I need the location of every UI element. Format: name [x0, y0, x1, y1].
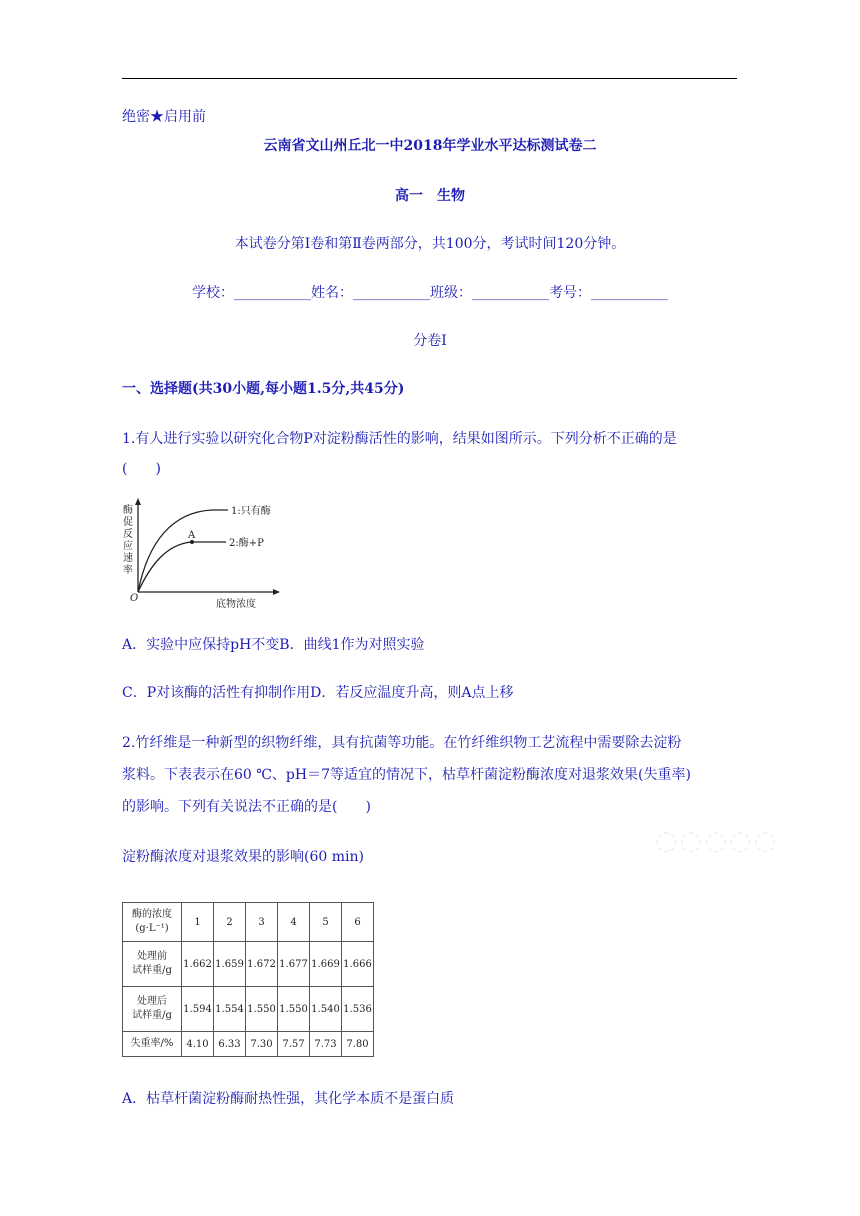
series-line-1 [138, 510, 228, 592]
table-cell: 1 [182, 903, 214, 942]
point-a-label: A [188, 530, 196, 541]
q1-stem: 1.有人进行实验以研究化合物P对淀粉酶活性的影响，结果如图所示。下列分析不正确的是 [122, 431, 677, 447]
y-label-char-5: 速 [123, 553, 133, 564]
x-axis-label: 底物浓度 [216, 599, 256, 610]
header-rule [122, 78, 737, 79]
table-cell: 1.677 [278, 942, 310, 987]
q2-stem-line-3: 的影响。下列有关说法不正确的是( ) [122, 799, 371, 815]
table-cell: 7.30 [246, 1032, 278, 1057]
watermark: ◌◌◌◌◌ [655, 826, 779, 856]
secret-label: 绝密★启用前 [122, 109, 206, 125]
y-label-char-2: 促 [123, 517, 133, 528]
table-cell: 7.73 [310, 1032, 342, 1057]
table-cell: 1.554 [214, 987, 246, 1032]
table-header-cell [123, 942, 182, 987]
table-cell: 7.80 [342, 1032, 374, 1057]
table-cell: 3 [246, 903, 278, 942]
table-row [123, 987, 374, 1032]
exam-subject: 高一 生物 [395, 188, 465, 204]
table-row [123, 1032, 374, 1057]
x-axis-arrow [273, 589, 280, 595]
table-header-cell [123, 903, 182, 942]
y-label-char-3: 反 [123, 529, 133, 540]
table-row [123, 903, 374, 942]
q2-option-a: A．枯草杆菌淀粉酶耐热性强，其化学本质不是蛋白质 [122, 1091, 455, 1107]
header-label-line-1: 酶的浓度 [132, 909, 172, 920]
row-label-line-2: 试样重/g [132, 1010, 172, 1021]
y-label-char-4: 应 [123, 541, 133, 552]
q2-stem-line-1: 2.竹纤维是一种新型的织物纤维，具有抗菌等功能。在竹纤维织物工艺流程中需要除去淀粉 [122, 735, 682, 751]
table-cell: 6 [342, 903, 374, 942]
q1-options-ab: A．实验中应保持pH不变B．曲线1作为对照实验 [122, 637, 425, 653]
q1-paren: ( ) [122, 461, 161, 477]
legend-series-2: 2:酶+P [229, 538, 264, 549]
table-row [123, 942, 374, 987]
table-cell: 4 [278, 903, 310, 942]
section-heading: 一、选择题(共30小题,每小题1.5分,共45分) [122, 381, 405, 397]
legend-series-1: 1:只有酶 [231, 506, 271, 517]
table-cell: 1.666 [342, 942, 374, 987]
table-header-cell: 失重率/% [123, 1032, 182, 1057]
table-cell: 1.550 [246, 987, 278, 1032]
header-label-line-2: (g·L⁻¹) [135, 923, 169, 934]
row-label-line-2: 试样重/g [132, 965, 172, 976]
enzyme-data-table [122, 902, 374, 1057]
row-label-line-1: 处理后 [137, 996, 167, 1007]
student-info-fields: 学校：___________姓名：___________班级：___________考号：___________ [192, 285, 668, 301]
row-label-line-1: 处理前 [137, 951, 167, 962]
table-cell: 6.33 [214, 1032, 246, 1057]
q2-stem-line-2: 浆料。下表表示在60 ℃、pH＝7等适宜的情况下，枯草杆菌淀粉酶浓度对退浆效果(失重率) [122, 767, 691, 783]
table-cell: 7.57 [278, 1032, 310, 1057]
table-cell: 1.672 [246, 942, 278, 987]
table-caption: 淀粉酶浓度对退浆效果的影响(60 min) [122, 849, 364, 865]
part-label: 分卷I [413, 333, 447, 349]
table-cell: 1.662 [182, 942, 214, 987]
table-cell: 2 [214, 903, 246, 942]
table-cell: 1.659 [214, 942, 246, 987]
table-cell: 1.594 [182, 987, 214, 1032]
table-cell: 4.10 [182, 1032, 214, 1057]
y-label-char-6: 率 [123, 565, 133, 576]
table-header-cell [123, 987, 182, 1032]
enzyme-rate-chart [120, 496, 290, 612]
table-cell: 1.669 [310, 942, 342, 987]
table-cell: 5 [310, 903, 342, 942]
origin-label: O [130, 593, 139, 604]
exam-intro: 本试卷分第Ⅰ卷和第Ⅱ卷两部分，共100分，考试时间120分钟。 [234, 236, 626, 252]
y-label-char-1: 酶 [123, 505, 133, 516]
q1-options-cd: C．P对该酶的活性有抑制作用D．若反应温度升高，则A点上移 [122, 685, 514, 701]
table-cell: 1.536 [342, 987, 374, 1032]
exam-title: 云南省文山州丘北一中2018年学业水平达标测试卷二 [263, 138, 597, 154]
table-cell: 1.550 [278, 987, 310, 1032]
series-line-2 [138, 542, 226, 592]
y-axis-arrow [135, 498, 141, 505]
table-cell: 1.540 [310, 987, 342, 1032]
